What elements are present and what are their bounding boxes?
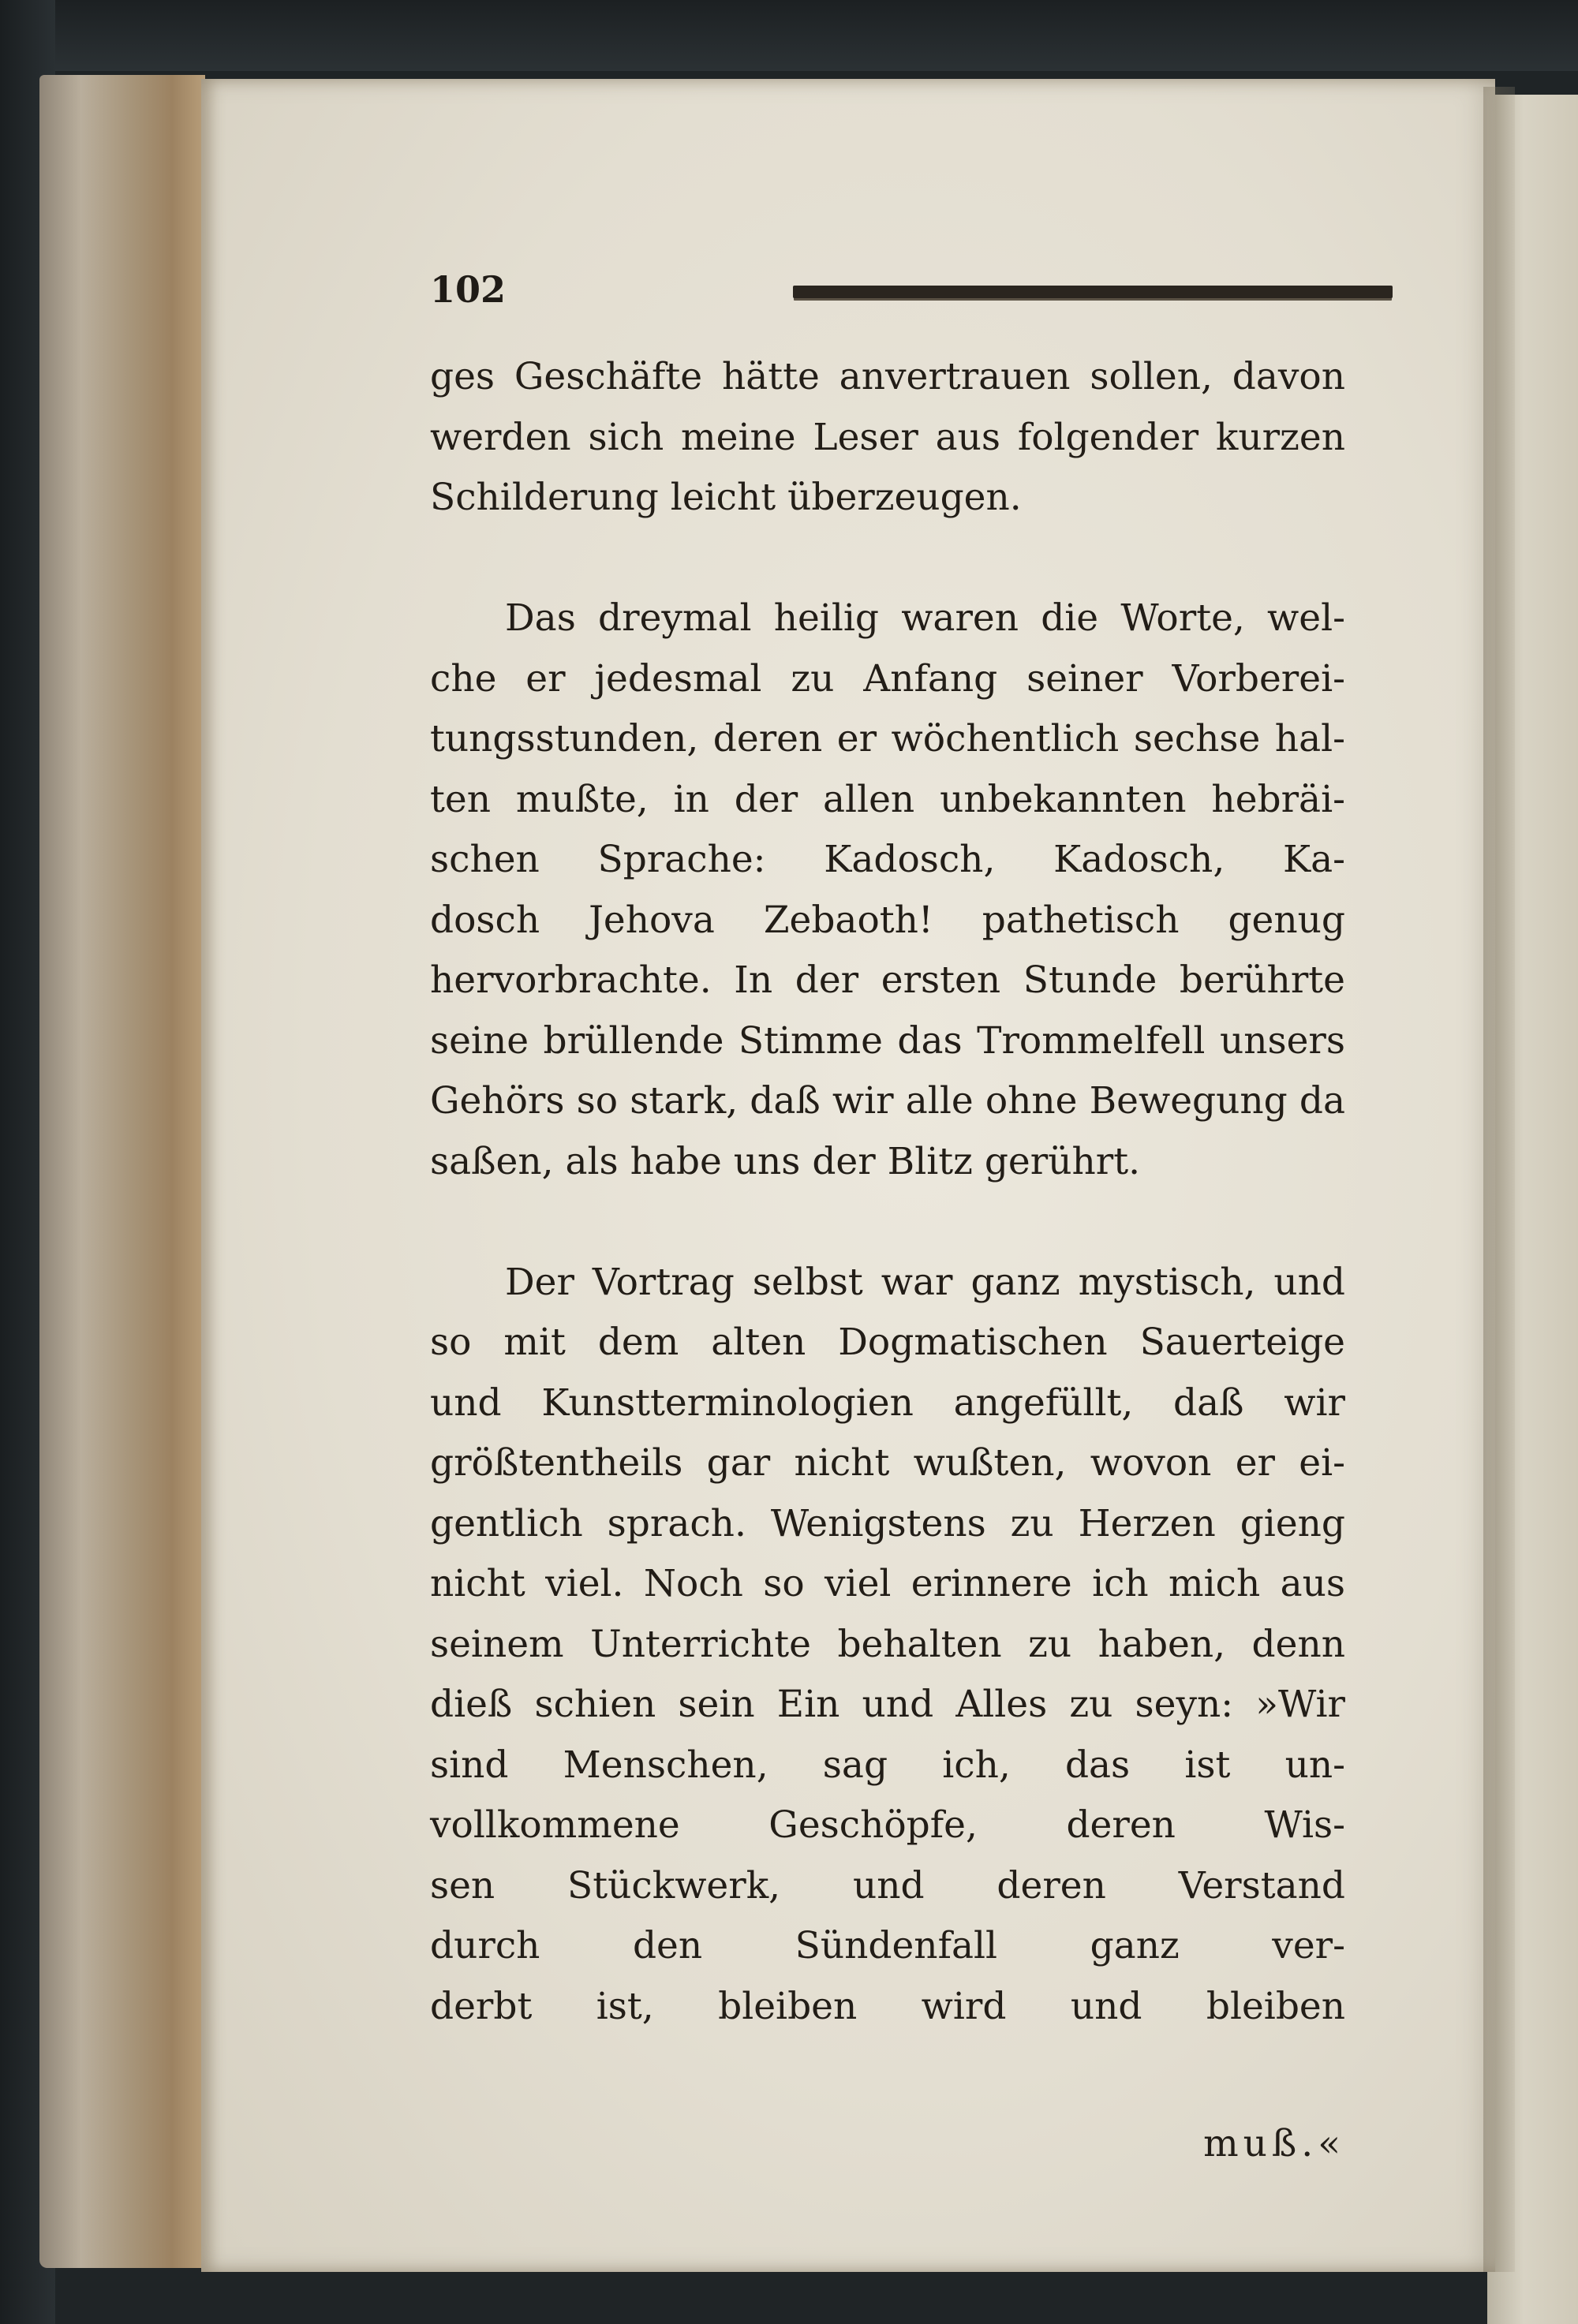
scan-background-top (0, 0, 1578, 71)
text-line: derbt ist, bleiben wird und bleiben (430, 1984, 1345, 2028)
text-line: vollkommene Geschöpfe, deren Wis- (430, 1803, 1345, 1847)
body-text (430, 347, 1345, 2037)
text-line: sind Menschen, sag ich, das ist un- (430, 1743, 1345, 1787)
text-line: Schilderung leicht überzeugen. (430, 476, 1022, 519)
text-line: so mit dem alten Dogmatischen Sauerteige (430, 1321, 1345, 1364)
text-line: dieß schien sein Ein und Alles zu seyn: »Wir (430, 1683, 1345, 1726)
page-number: 102 (430, 268, 507, 311)
page-gutter-shadow (1483, 87, 1515, 2272)
text-line: ges Geschäfte hätte anvertrauen sollen, davon (430, 355, 1345, 398)
text-line: werden sich meine Leser aus folgender kurzen (430, 415, 1345, 459)
text-line: gentlich sprach. Wenigstens zu Herzen gieng (430, 1501, 1345, 1545)
text-line: hervorbrachte. In der ersten Stunde berührte (430, 958, 1345, 1002)
text-line: tungsstunden, deren er wöchentlich sechse hal- (430, 717, 1345, 760)
text-line: Gehörs so stark, daß wir alle ohne Bewegung da (430, 1079, 1345, 1123)
text-line: größtentheils gar nicht wußten, wovon er ei- (430, 1441, 1345, 1485)
paragraph-gap (430, 529, 1345, 589)
text-line: seinem Unterrichte behalten zu haben, denn (430, 1622, 1345, 1666)
book-page-edges (39, 75, 205, 2268)
text-line: durch den Sündenfall ganz ver- (430, 1924, 1345, 1967)
header-rule (793, 286, 1393, 298)
text-line: ten mußte, in der allen unbekannten hebräi- (430, 777, 1345, 821)
text-line: seine brüllende Stimme das Trommelfell unsers (430, 1018, 1345, 1063)
text-line: sen Stückwerk, und deren Verstand (430, 1863, 1345, 1907)
catchword: muß.« (1203, 2122, 1345, 2165)
text-line: nicht viel. Noch so viel erinnere ich mich aus (430, 1562, 1345, 1605)
text-line: dosch Jehova Zebaoth! pathetisch genug (430, 898, 1345, 942)
text-line: Der Vortrag selbst war ganz mystisch, und (505, 1260, 1345, 1304)
text-line: saßen, als habe uns der Blitz gerührt. (430, 1139, 1141, 1183)
text-line: schen Sprache: Kadosch, Kadosch, Ka- (430, 838, 1345, 881)
text-line: und Kunstterminologien angefüllt, daß wir (430, 1381, 1345, 1425)
text-line: che er jedesmal zu Anfang seiner Vorberei- (430, 656, 1345, 701)
text-line: Das dreymal heilig waren die Worte, wel- (505, 596, 1345, 640)
page-header (430, 268, 1393, 316)
paragraph-gap (430, 1192, 1345, 1253)
